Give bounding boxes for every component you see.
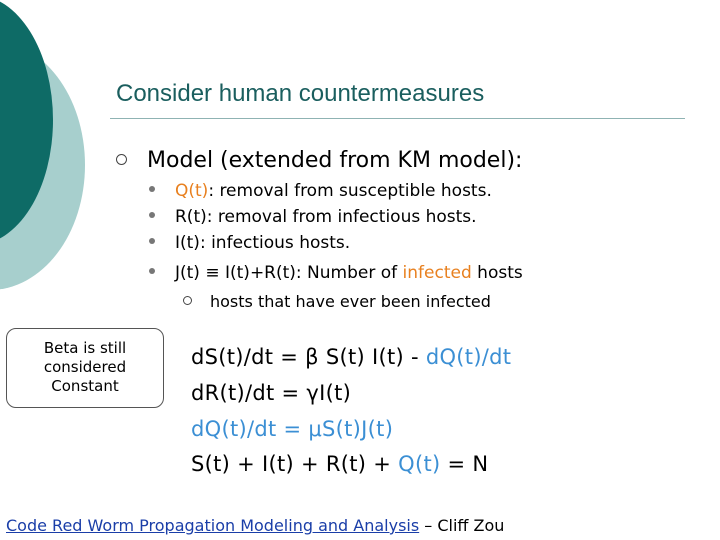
term-q: Q(t) — [175, 181, 209, 201]
title-divider — [110, 118, 685, 119]
jt-highlight: infected — [402, 263, 472, 283]
paper-link[interactable]: Code Red Worm Propagation Modeling and Analysis — [6, 516, 420, 535]
jt-lhs: J(t) ≡ I(t)+R(t): Number of — [175, 263, 403, 283]
equation-4 — [191, 452, 488, 476]
jt-rhs: hosts — [471, 263, 523, 283]
dot-bullet-icon — [149, 186, 155, 192]
eq1-highlight: dQ(t)/dt — [425, 345, 512, 369]
decorative-circles — [0, 0, 110, 300]
sub-sub-text: hosts that have ever been infected — [210, 292, 491, 311]
eq4-highlight: Q(t) — [398, 452, 441, 476]
callout-line: considered — [43, 358, 127, 376]
ring-bullet-icon — [183, 296, 192, 305]
eq1-part: S(t)/dt = β S(t) I(t) - — [204, 345, 426, 369]
slide-title: Consider human countermeasures — [116, 80, 485, 107]
sub-sub-item — [183, 292, 491, 311]
ring-bullet-icon — [116, 154, 127, 165]
equation-1 — [191, 345, 511, 369]
term-q-desc: : removal from susceptible hosts. — [208, 181, 492, 201]
term-i-desc: : infectious hosts. — [199, 233, 351, 253]
list-item — [149, 181, 492, 201]
eq4-part: S(t) + I(t) + R(t) + — [191, 452, 399, 476]
main-bullet — [116, 148, 522, 173]
list-item — [149, 233, 350, 253]
callout-box — [6, 328, 164, 408]
main-bullet-text: Model (extended from KM model): — [147, 148, 523, 173]
dot-bullet-icon — [149, 238, 155, 244]
term-r: R(t) — [175, 207, 207, 227]
callout-line: Beta is still — [43, 339, 127, 357]
footer-author: – Cliff Zou — [419, 516, 505, 535]
term-i: I(t) — [175, 233, 200, 253]
list-item — [149, 207, 477, 227]
equation-2: dR(t)/dt = γI(t) — [191, 381, 352, 405]
list-item — [149, 263, 523, 283]
footer-citation — [6, 516, 504, 535]
eq1-part: d — [191, 345, 205, 369]
equation-3: dQ(t)/dt = μS(t)J(t) — [191, 417, 394, 441]
term-r-desc: : removal from infectious hosts. — [206, 207, 477, 227]
dot-bullet-icon — [149, 212, 155, 218]
callout-line: Constant — [51, 377, 119, 395]
dot-bullet-icon — [149, 268, 155, 274]
eq4-part: = N — [440, 452, 489, 476]
